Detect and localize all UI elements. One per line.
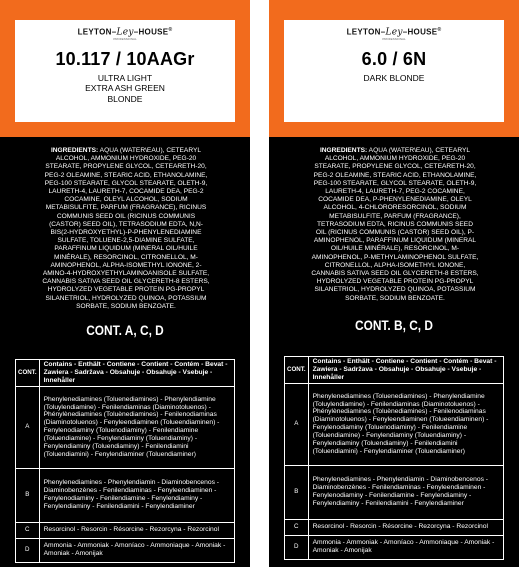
shade-name-line: EXTRA ASH GREEN [85,83,165,94]
header-contains: Contains - Enthält - Contiene - Contient - Contém - Bevat - Zawiera - Sadržava - Obsahuje - Obsahuje - Vsebuje - Innehåller [39,360,234,387]
row-letter: D [16,538,40,562]
header-contains: Contains - Enthält - Contiene - Contient - Contém - Bevat - Zawiera - Sadržava - Obsahuje - Obsahuje - Vsebuje - Innehåller [308,357,503,384]
row-letter: A [16,386,40,468]
table-row [285,465,504,519]
brand-logo: LEYTON–Ley–HOUSE® [346,27,442,38]
row-text: Resorcinol - Resorcin - Résorcine - Rezorcyna - Rezorcinol [308,519,503,535]
table-row [16,468,235,522]
shade-code: 10.117 / 10AAGr [55,48,195,69]
shade-code: 6.0 / 6N [361,48,427,69]
ingredients-text [42,147,210,311]
shade-card [15,20,235,122]
product-label-left [0,0,250,567]
row-text: Ammonia - Ammoniak - Amoníaco - Ammoniaque - Amoniak - Amoniak - Amonijak [39,538,234,562]
table-row [285,535,504,559]
row-letter: D [285,535,309,559]
brand-logo: LEYTON–Ley–HOUSE® [77,27,173,38]
shade-name-line: BLONDE [107,93,143,104]
row-letter: A [285,383,309,465]
header-cont: CONT. [285,357,309,384]
ingredients-text [311,147,479,303]
table-row [16,386,235,468]
orange-header [0,0,250,137]
row-letter: B [16,468,40,522]
shade-card [284,20,504,122]
product-label-right [269,0,519,567]
row-text: Ammonia - Ammoniak - Amoníaco - Ammoniaque - Amoniak - Amoniak - Amonijak [308,535,503,559]
row-text: Phenylenediamines - Phenylendiamin - Diaminobencenos - Diaminobenzènes - Fenilendiaminas - Fenyleendiaminen - Fenylenodiaminy - Fenilendiamine - Fenylendiaminy - Fenylendiaminy - Fenilendiamini - Fenylendiaminer [308,465,503,519]
brand-sub: PROFESSIONAL [382,36,406,41]
row-text: Phenylenediamines - Phenylendiamin - Diaminobencenos - Diaminobenzènes - Fenilendiaminas - Fenyleendiaminen - Fenylenodiaminy - Fenilendiamine - Fenylendiaminy - Fenylendiaminy - Fenilendiamini - Fenylendiaminer [39,468,234,522]
table-header-row [16,360,235,387]
ingredients-label: INGREDIENTS: [50,147,99,154]
row-letter: C [16,522,40,538]
row-letter: B [285,465,309,519]
row-text: Resorcinol - Resorcin - Résorcine - Rezorcyna - Rezorcinol [39,522,234,538]
table-row [16,538,235,562]
contains-table [284,356,504,560]
contains-table [15,359,235,563]
header-cont: CONT. [16,360,40,387]
table-row [285,383,504,465]
ingredients-label: INGREDIENTS: [319,147,368,154]
table-row [285,519,504,535]
orange-header [269,0,519,137]
table-header-row [285,357,504,384]
ingredients-list: AQUA (WATER\EAU), CETEARYL ALCOHOL, AMMONIUM HYDROXIDE, PEG-20 STEARATE, PROPYLENE GLYCOL, CETEARETH-20, PEG-2 OLEAMINE, STEARIC ACID, ETHANOLAMINE, PEG-100 STEARATE, GLYCOL STEARATE, OLETH-9, LAURETH-4, LAURETH-7, PEG-2 COCAMINE, COCAMIDE DEA, P-PHENYLENEDIAMINE, OLEYL ALCOHOL, 4-CHLORORESORCINOL, SODIUM METABISULFITE, PARFUM (FRAGRANCE), TETRASODIUM EDTA, RICINUS COMMUNIS SEED OIL (RICINUS COMMUNIS (CASTOR) SEED OIL), P-AMINOPHENOL, PARAFFINUM LIQUIDUM (MINERAL OIL/HUILE MINÉRALE), RESORCINOL, M-AMINOPHENOL, P-METHYLAMINOPHENOL SULFATE, CITRONELLOL, ALPHA-ISOMETHYL IONONE, CANNABIS SATIVA SEED OIL GLYCERETH-8 ESTERS, HYDROLYZED VEGETABLE PROTEIN PG-PROPYL SILANETRIOL, HYDROLYZED QUINOA, POTASSIUM SORBATE, SODIUM BENZOATE. [311,147,479,302]
table-row [16,522,235,538]
row-text: Phenylenediamines (Toluenediamines) - Phenylendiamine (Toluylendiamine) - Fenilendiaminas (Diaminotoluenos) - Phénylènediamines (Toluènediamines) - Fenilenodiaminas (Diaminotoluenos) - Fenyleendiaminen (Tolueendiaminen) - Fenylenodiaminy (Toluenodiaminy) - Fenilendiamine (Toluendiamine) - Fenylendiaminy (Toluendiaminy) - Fenylendiaminy (Toluendiaminy) - Fenilendiamini (Toluendiamini) - Fenylendiaminer (Toluendiaminer) [308,383,503,465]
row-letter: C [285,519,309,535]
brand-sub: PROFESSIONAL [113,36,137,41]
row-text: Phenylenediamines (Toluenediamines) - Phenylendiamine (Toluylendiamine) - Fenilendiaminas (Diaminotoluenos) - Phénylènediamines (Toluènediamines) - Fenilenodiaminas (Diaminotoluenos) - Fenyleendiaminen (Tolueendiaminen) - Fenylenodiaminy (Toluenodiaminy) - Fenilendiamine (Toluendiamine) - Fenylendiaminy (Toluendiaminy) - Fenylendiaminy (Toluendiaminy) - Fenilendiamini (Toluendiamini) - Fenylendiaminer (Toluendiaminer) [39,386,234,468]
shade-name [284,73,504,84]
shade-name [15,73,235,105]
shade-name-line: ULTRA LIGHT [97,72,153,83]
cont-heading: CONT. A, C, D [86,322,164,338]
ingredients-list: AQUA (WATER\EAU), CETEARYL ALCOHOL, AMMONIUM HYDROXIDE, PEG-20 STEARATE, PROPYLENE GLYCOL, CETEARETH-20, PEG-2 OLEAMINE, STEARIC ACID, ETHANOLAMINE, PEG-100 STEARATE, GLYCOL STEARATE, OLETH-9, LAURETH-4, LAURETH-7, COCAMIDE DEA, PEG-2 COCAMINE, OLEYL ALCOHOL, SODIUM METABISULFITE, PARFUM (FRAGRANCE), RICINUS COMMUNIS SEED OIL (RICINUS COMMUNIS (CASTOR) SEED OIL), TETRASODIUM EDTA, N,N-BIS(2-HYDROXYETHYL)-P-PHENYLENEDIAMINE SULFATE, TOLUENE-2,5-DIAMINE SULFATE, PARAFFINUM LIQUIDUM (MINERAL OIL/HUILE MINÉRALE), RESORCINOL, CITRONELLOL, M-AMINOPHENOL, ALPHA-ISOMETHYL IONONE, 2-AMINO-4-HYDROXYETHYLAMINOANISOLE SULFATE, CANNABIS SATIVA SEED OIL GLYCERETH-8 ESTERS, HYDROLYZED VEGETABLE PROTEIN PG-PROPYL SILANETRIOL, HYDROLYZED QUINOA, POTASSIUM SORBATE, SODIUM BENZOATE. [42,147,210,310]
shade-name-line: DARK BLONDE [363,72,425,83]
cont-heading: CONT. B, C, D [354,317,434,333]
